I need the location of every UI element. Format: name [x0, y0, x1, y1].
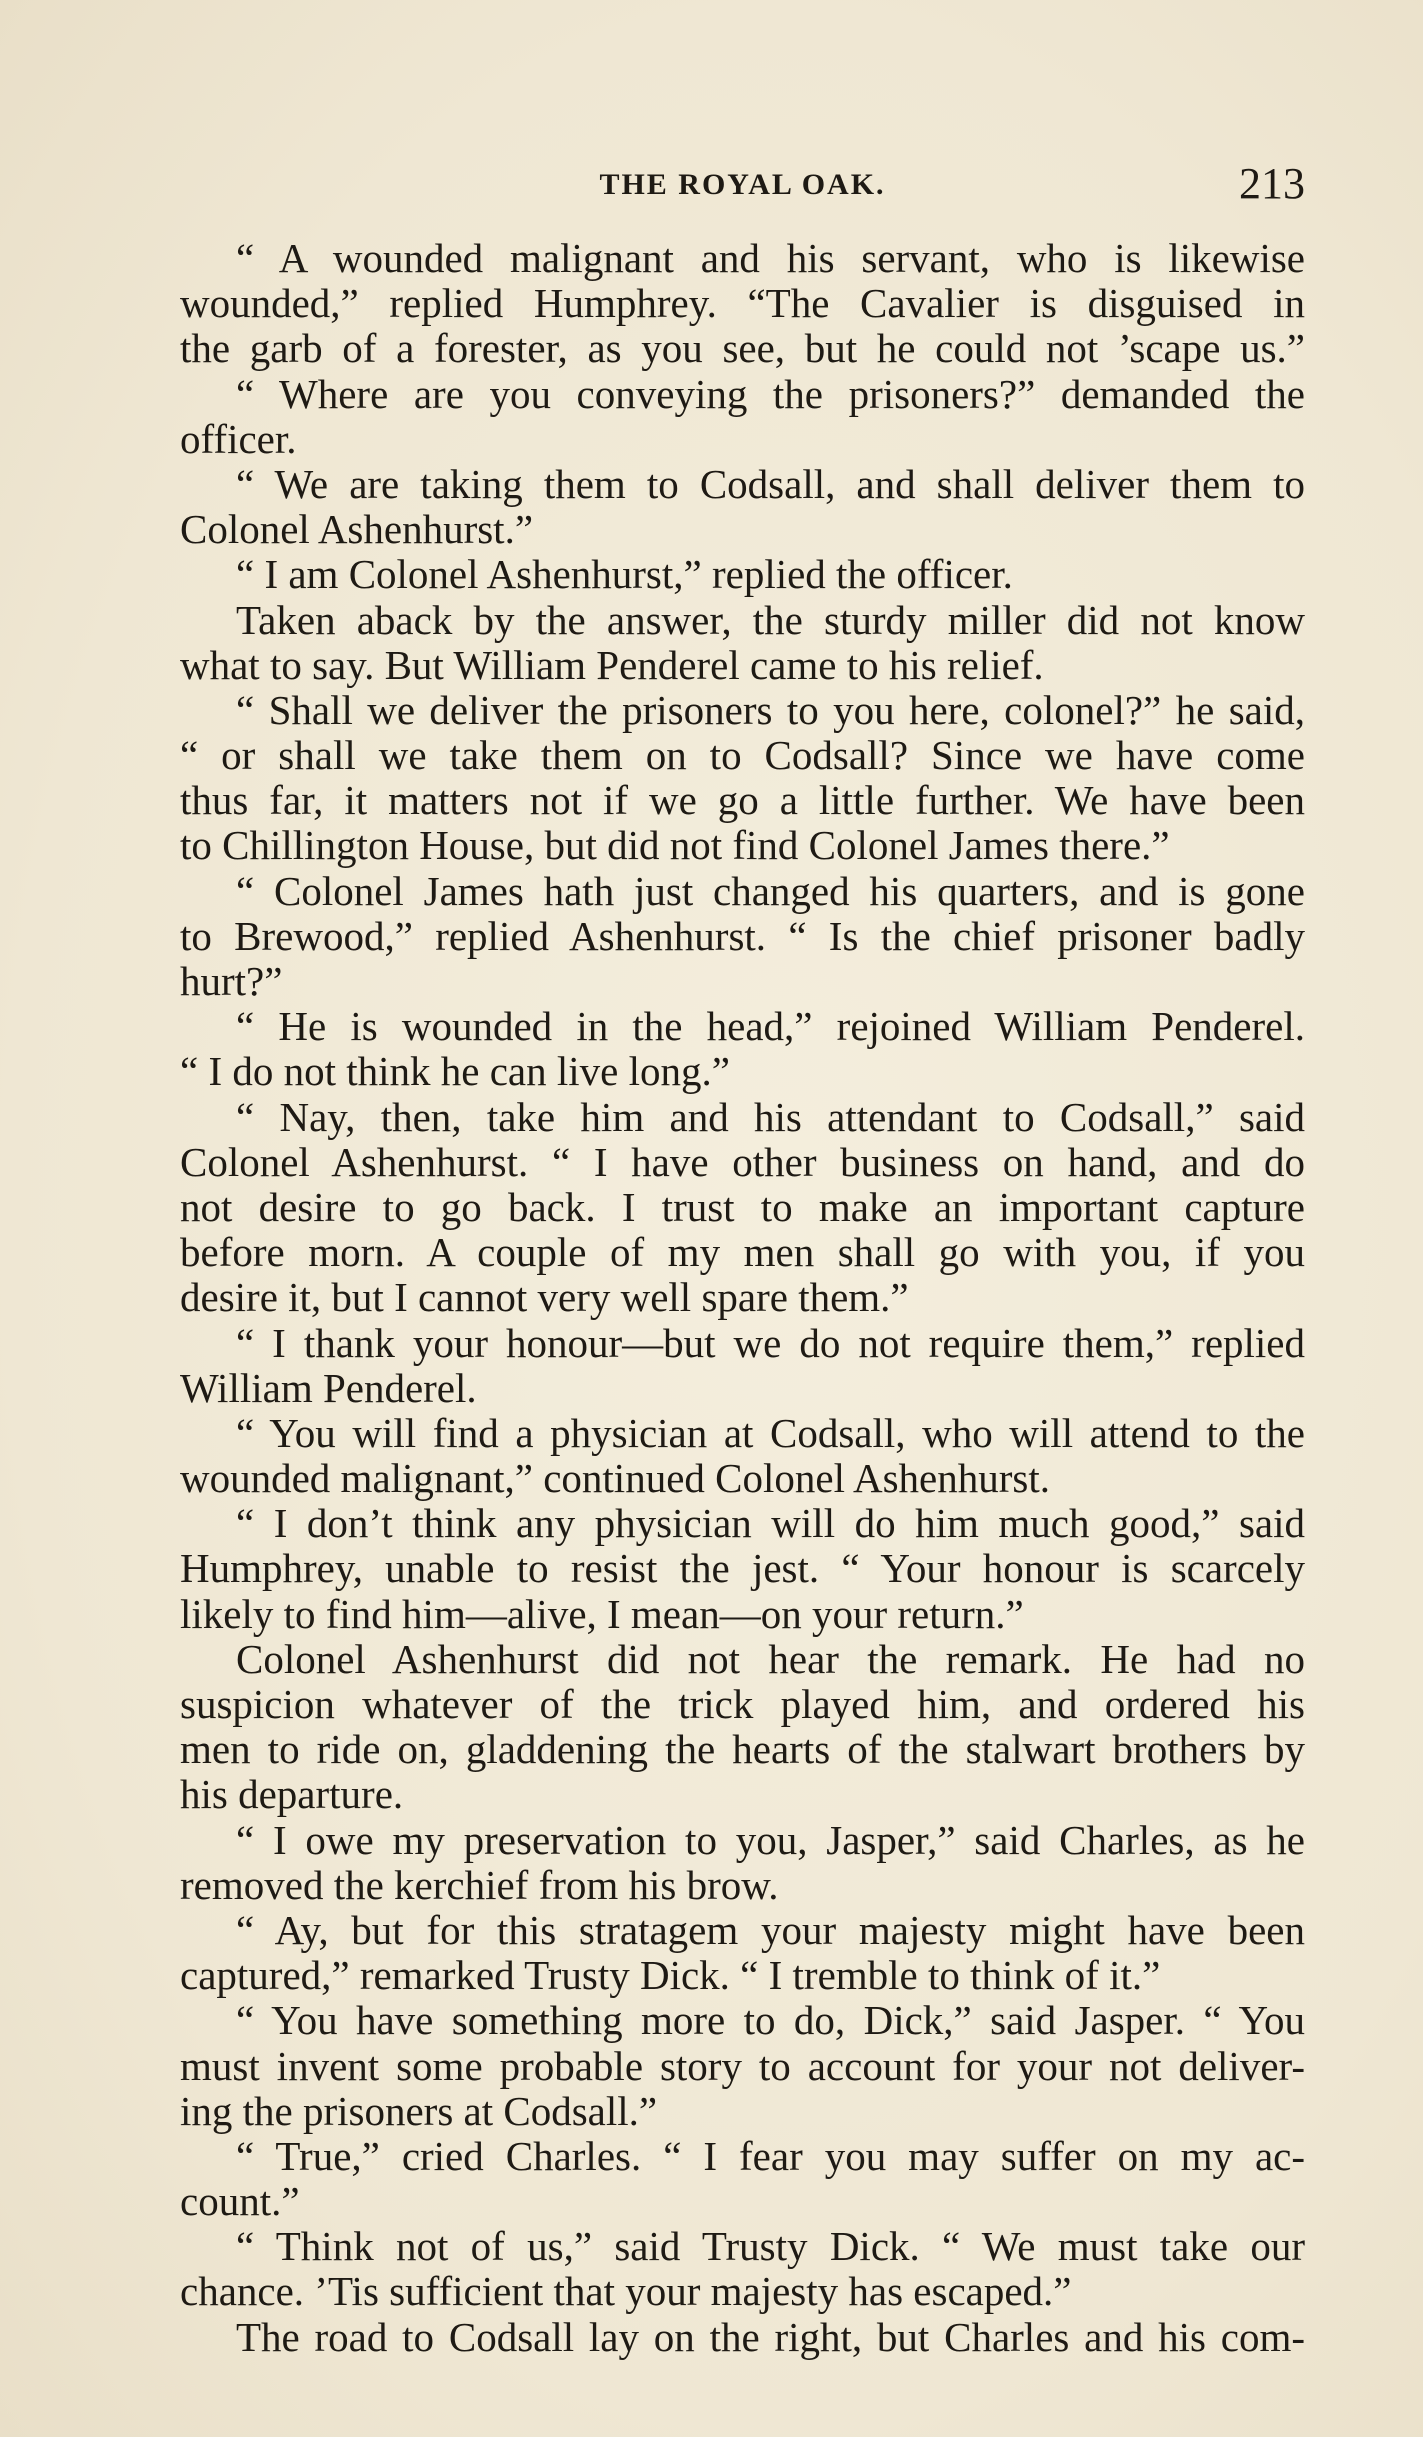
text-line: “ True,” cried Charles. “ I fear you may suffer on my ac-: [236, 2132, 1305, 2179]
text-line: the garb of a forester, as you see, but he could not ’scape us.”: [180, 325, 1305, 372]
text-line: removed the kerchief from his brow.: [180, 1861, 779, 1908]
text-line: hurt?”: [180, 958, 283, 1004]
text-line: captured,” remarked Trusty Dick. “ I tremble to think of it.”: [180, 1952, 1161, 1999]
text-line: The road to Codsall lay on the right, but Charles and his com-: [236, 2313, 1305, 2360]
text-line: “ I do not think he can live long.”: [180, 1048, 730, 1095]
text-line: “ A wounded malignant and his servant, who is likewise: [236, 235, 1305, 281]
text-line: count.”: [180, 2178, 300, 2225]
text-line: “ Colonel James hath just changed his quarters, and is gone: [236, 867, 1305, 914]
text-line: wounded,” replied Humphrey. “The Cavalier is disguised in: [180, 280, 1305, 327]
text-line: “ You have something more to do, Dick,” said Jasper. “ You: [236, 1997, 1305, 2044]
page-number: 213: [1239, 159, 1305, 208]
text-line: likely to find him—alive, I mean—on your return.”: [180, 1590, 1024, 1637]
text-line: “ I am Colonel Ashenhurst,” replied the officer.: [236, 551, 1013, 598]
page-header: [180, 158, 1305, 218]
text-line: suspicion whatever of the trick played him, and ordered his: [180, 1681, 1305, 1727]
text-line: to Chillington House, but did not find Colonel James there.”: [180, 822, 1170, 869]
text-line: ing the prisoners at Codsall.”: [180, 2087, 658, 2134]
text-line: officer.: [180, 415, 297, 462]
text-line: “ I thank your honour—but we do not require them,” replied: [236, 1319, 1305, 1366]
text-line: “ Think not of us,” said Trusty Dick. “ We must take our: [236, 2223, 1305, 2270]
text-line: desire it, but I cannot very well spare them.”: [180, 1274, 909, 1321]
text-line: Colonel Ashenhurst. “ I have other business on hand, and do: [180, 1138, 1305, 1185]
text-line: “ Shall we deliver the prisoners to you here, colonel?” he said,: [236, 686, 1305, 733]
body-text: [180, 236, 1305, 2360]
text-line: “ He is wounded in the head,” rejoined William Penderel.: [236, 1003, 1305, 1050]
text-line: chance. ’Tis sufficient that your majesty has escaped.”: [180, 2268, 1072, 2315]
text-line: “ You will find a physician at Codsall, who will attend to the: [236, 1409, 1305, 1456]
text-line: to Brewood,” replied Ashenhurst. “ Is the chief prisoner badly: [180, 912, 1305, 959]
text-line: wounded malignant,” continued Colonel Ashenhurst.: [180, 1455, 1050, 1502]
text-line: Colonel Ashenhurst.”: [180, 506, 534, 553]
running-head: THE ROYAL OAK.: [599, 168, 886, 201]
text-line: Humphrey, unable to resist the jest. “ Your honour is scarcely: [180, 1545, 1305, 1592]
text-line: “ Ay, but for this stratagem your majesty might have been: [236, 1906, 1305, 1953]
text-line: “ or shall we take them on to Codsall? Since we have come: [180, 732, 1305, 779]
text-line: Taken aback by the answer, the sturdy miller did not know: [236, 596, 1305, 643]
text-line: “ I don’t think any physician will do him much good,” said: [236, 1500, 1305, 1547]
text-line: men to ride on, gladdening the hearts of the stalwart brothers by: [180, 1726, 1305, 1773]
text-line: “ We are taking them to Codsall, and shall deliver them to: [236, 460, 1305, 507]
text-line: what to say. But William Penderel came to his relief.: [180, 641, 1044, 688]
text-line: before morn. A couple of my men shall go with you, if you: [180, 1229, 1305, 1276]
text-line: “ I owe my preservation to you, Jasper,” said Charles, as he: [236, 1816, 1305, 1863]
text-line: thus far, it matters not if we go a little further. We have been: [180, 777, 1305, 824]
text-line: “ Nay, then, take him and his attendant to Codsall,” said: [236, 1093, 1305, 1140]
text-line: “ Where are you conveying the prisoners?” demanded the: [236, 370, 1305, 417]
text-line: William Penderel.: [180, 1364, 477, 1411]
text-line: his departure.: [180, 1771, 404, 1818]
text-line: Colonel Ashenhurst did not hear the remark. He had no: [236, 1635, 1305, 1682]
text-line: must invent some probable story to account for your not deliver-: [180, 2042, 1305, 2089]
text-line: not desire to go back. I trust to make an important capture: [180, 1183, 1305, 1230]
